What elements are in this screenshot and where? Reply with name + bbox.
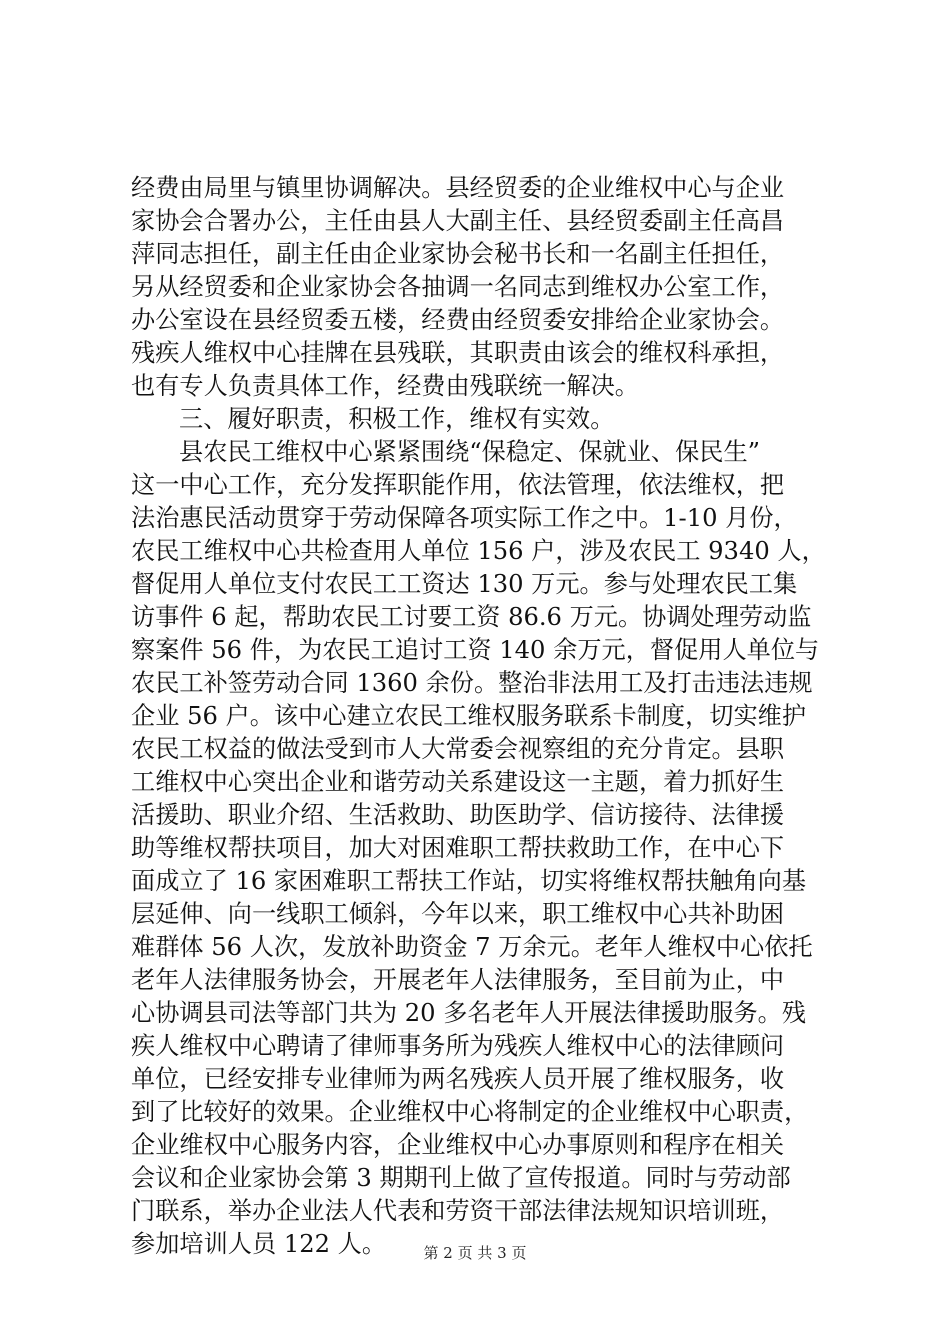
text-line: 农民工补签劳动合同 1360 余份。整治非法用工及打击违法违规 <box>131 669 813 697</box>
text-line: 心协调县司法等部门共为 20 多名老年人开展法律援助服务。残 <box>131 999 807 1027</box>
body-text <box>131 172 831 1261</box>
text-line: 法治惠民活动贯穿于劳动保障各项实际工作之中。1-10 月份， <box>131 504 798 532</box>
text-line: 农民工权益的做法受到市人大常委会视察组的充分肯定。县职 <box>131 735 785 763</box>
text-line: 企业维权中心服务内容，企业维权中心办事原则和程序在相关 <box>131 1131 785 1159</box>
section-heading: 三、履好职责，积极工作，维权有实效。 <box>179 405 615 433</box>
text-line: 门联系，举办企业法人代表和劳资干部法律法规知识培训班， <box>131 1197 785 1225</box>
text-line: 经费由局里与镇里协调解决。县经贸委的企业维权中心与企业 <box>131 174 785 202</box>
text-line: 助等维权帮扶项目，加大对困难职工帮扶救助工作，在中心下 <box>131 834 785 862</box>
paragraph-start-line: 县农民工维权中心紧紧围绕“保稳定、保就业、保民生” <box>179 438 761 466</box>
text-line: 督促用人单位支付农民工工资达 130 万元。参与处理农民工集 <box>131 570 798 598</box>
text-line: 这一中心工作，充分发挥职能作用，依法管理，依法维权，把 <box>131 471 785 499</box>
text-line: 办公室设在县经贸委五楼，经费由经贸委安排给企业家协会。 <box>131 306 785 334</box>
text-line: 难群体 56 人次，发放补助资金 7 万余元。老年人维权中心依托 <box>131 933 813 961</box>
text-line: 活援助、职业介绍、生活救助、助医助学、信访接待、法律援 <box>131 801 785 829</box>
text-line: 到了比较好的效果。企业维权中心将制定的企业维权中心职责， <box>131 1098 809 1126</box>
page-number: 第 2 页 共 3 页 <box>423 1244 527 1262</box>
text-line: 残疾人维权中心挂牌在县残联，其职责由该会的维权科承担， <box>131 339 785 367</box>
text-line: 农民工维权中心共检查用人单位 156 户，涉及农民工 9340 人， <box>131 537 826 565</box>
text-line: 单位，已经安排专业律师为两名残疾人员开展了维权服务，收 <box>131 1065 785 1093</box>
text-line: 另从经贸委和企业家协会各抽调一名同志到维权办公室工作， <box>131 273 785 301</box>
text-line: 老年人法律服务协会，开展老年人法律服务，至目前为止，中 <box>131 966 785 994</box>
text-line: 面成立了 16 家困难职工帮扶工作站，切实将维权帮扶触角向基 <box>131 867 807 895</box>
text-line: 察案件 56 件，为农民工追讨工资 140 余万元，督促用人单位与 <box>131 636 820 664</box>
text-line: 层延伸、向一线职工倾斜，今年以来，职工维权中心共补助困 <box>131 900 785 928</box>
text-line: 工维权中心突出企业和谐劳动关系建设这一主题，着力抓好生 <box>131 768 785 796</box>
text-line: 参加培训人员 122 人。 <box>131 1230 387 1258</box>
text-line: 会议和企业家协会第 3 期期刊上做了宣传报道。同时与劳动部 <box>131 1164 791 1192</box>
text-line: 访事件 6 起，帮助农民工讨要工资 86.6 万元。协调处理劳动监 <box>131 603 812 631</box>
text-line: 萍同志担任，副主任由企业家协会秘书长和一名副主任担任， <box>131 240 785 268</box>
text-line: 企业 56 户。该中心建立农民工维权服务联系卡制度，切实维护 <box>131 702 807 730</box>
page-footer <box>0 1243 950 1263</box>
text-line: 疾人维权中心聘请了律师事务所为残疾人维权中心的法律顾问 <box>131 1032 785 1060</box>
text-line: 也有专人负责具体工作，经费由残联统一解决。 <box>131 372 639 400</box>
text-line: 家协会合署办公，主任由县人大副主任、县经贸委副主任高昌 <box>131 207 785 235</box>
